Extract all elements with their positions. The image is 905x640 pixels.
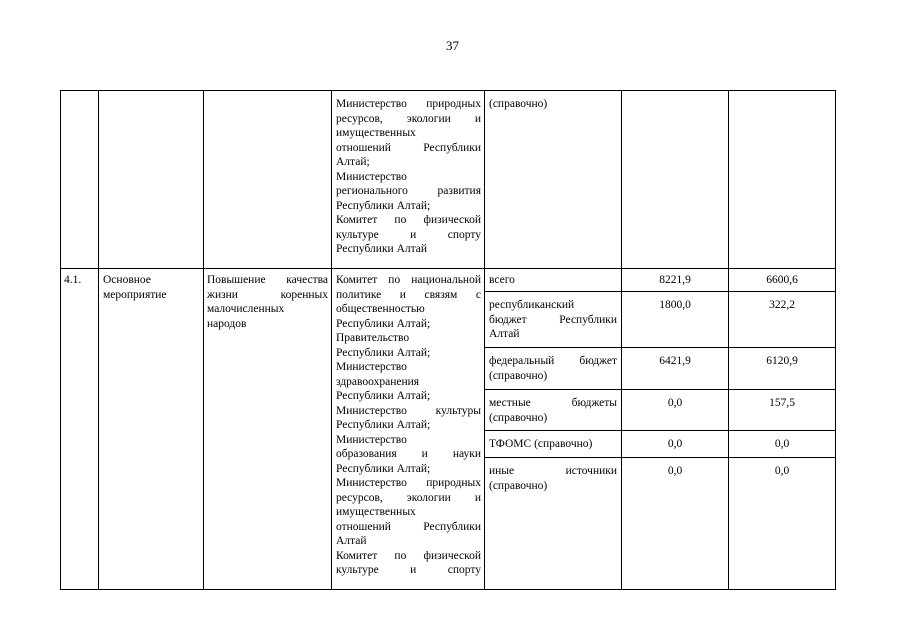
page-number: 37 (446, 38, 459, 53)
text-line: здравоохранения (336, 375, 420, 388)
text-line: культуре и спорту (336, 564, 481, 576)
text-line: культуре и спорту (336, 228, 481, 241)
value-cell: 6600,6 (766, 274, 798, 286)
value-cell: 6120,9 (766, 355, 798, 367)
value-cell: 0,0 (774, 438, 790, 450)
text-line: (справочно) (489, 369, 548, 382)
value-cell: 8221,9 (659, 274, 691, 286)
row-number: 4.1. (64, 274, 82, 286)
text-line: Министерство (336, 433, 407, 446)
goal-cell (207, 273, 328, 331)
text-line: федеральный бюджет (489, 355, 617, 367)
value-cell: 322,2 (769, 299, 795, 311)
text-line: Комитет по национальной (336, 274, 481, 286)
text-line: Республики Алтай; (336, 390, 431, 402)
grid-line (484, 90, 485, 589)
text-line: имущественных (336, 127, 416, 139)
funding-source-cell (489, 396, 617, 425)
value-cell: 0,0 (667, 465, 683, 477)
value-cell: 0,0 (667, 438, 683, 450)
text-line: иные источники (489, 465, 617, 477)
grid-line (484, 430, 836, 431)
event-name-cell (103, 273, 201, 302)
funding-source-cell (489, 298, 617, 342)
funding-source-cell (489, 464, 617, 493)
text-line: (справочно) (489, 411, 548, 424)
grid-line (60, 589, 836, 590)
text-line: Комитет по физической (336, 214, 481, 226)
text-line: Республики Алтай; (336, 462, 431, 475)
text-line: Основное (103, 274, 151, 286)
text-line: общественностью (336, 303, 425, 315)
text-line: отношений Республики (336, 141, 481, 154)
text-line: республиканский (489, 299, 575, 311)
text-line: Комитет по физической (336, 549, 481, 562)
text-line: Республики Алтай; (336, 346, 431, 359)
grid-line (621, 90, 622, 589)
text-line: бюджет Республики (489, 313, 617, 326)
value-cell: 157,5 (769, 397, 795, 409)
text-line: ТФОМС (справочно) (489, 438, 593, 450)
funding-source-cell (489, 354, 617, 383)
text-line: Министерство (336, 361, 407, 373)
funding-source-cell (489, 273, 617, 288)
grid-line (203, 90, 204, 589)
text-line: Алтай; (336, 156, 370, 168)
text-line: Республики Алтай (336, 243, 428, 255)
text-line: народов (207, 317, 247, 330)
grid-line (98, 90, 99, 589)
text-line: политике и связям с (336, 288, 481, 301)
text-line: мероприятие (103, 288, 167, 301)
responsible-cell (336, 273, 481, 578)
text-line: регионального развития (336, 185, 481, 197)
grid-line (484, 347, 836, 348)
text-line: Республики Алтай; (336, 199, 431, 212)
text-line: Правительство (336, 332, 410, 344)
grid-line (60, 90, 836, 91)
grid-line (484, 389, 836, 390)
text-line: Алтай (489, 328, 520, 340)
responsible-cell (336, 97, 481, 257)
value-cell: 0,0 (667, 397, 683, 409)
grid-line (835, 90, 836, 589)
funding-source-cell (489, 437, 617, 452)
text-line: жизни коренных (207, 288, 328, 301)
text-line: Республики Алтай; (336, 419, 431, 431)
value-cell: 1800,0 (659, 299, 691, 311)
grid-line (484, 457, 836, 458)
text-line: ресурсов, экологии и (336, 491, 481, 504)
text-line: Алтай (336, 535, 367, 547)
text-line: ресурсов, экологии и (336, 112, 481, 125)
text-line: местные бюджеты (489, 397, 617, 409)
grid-line (60, 90, 61, 589)
value-cell: 6421,9 (659, 355, 691, 367)
text-line: Министерство (336, 170, 407, 183)
grid-line (331, 90, 332, 589)
text-line: Министерство природных (336, 477, 481, 489)
text-line: имущественных (336, 506, 416, 518)
text-line: всего (489, 274, 515, 286)
text-line: Министерство культуры (336, 404, 481, 417)
text-line: Повышение качества (207, 274, 328, 286)
text-line: отношений Республики (336, 520, 481, 533)
text-line: образования и науки (336, 448, 481, 460)
text-line: Республики Алтай; (336, 317, 431, 330)
funding-source-cell: (справочно) (489, 98, 548, 110)
text-line: Министерство природных (336, 98, 481, 110)
grid-line (60, 268, 836, 269)
grid-line (728, 90, 729, 589)
value-cell: 0,0 (774, 465, 790, 477)
text-line: (справочно) (489, 479, 548, 492)
text-line: малочисленных (207, 303, 285, 315)
grid-line (484, 291, 836, 292)
